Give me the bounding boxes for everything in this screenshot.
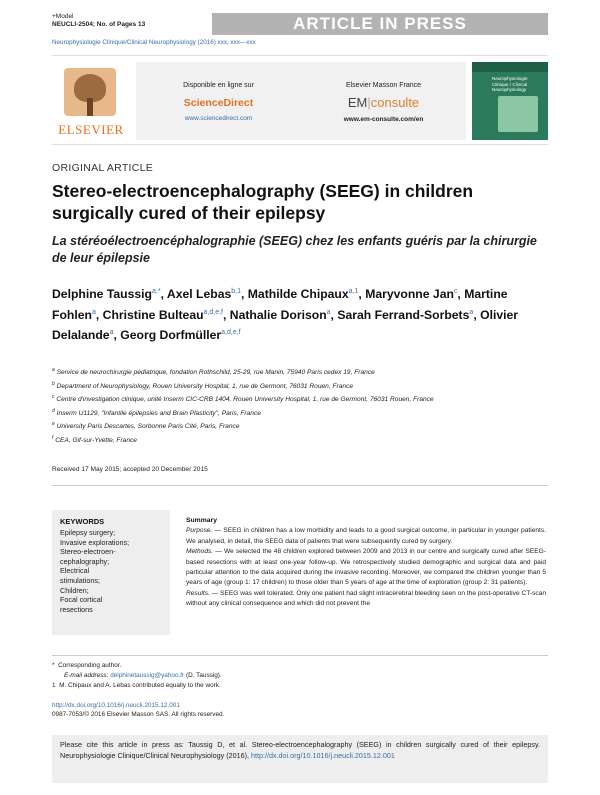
author: Christine Bulteau$^{a,d,e,f}$, [102, 307, 230, 322]
keyword-item: Electrical [60, 566, 90, 576]
manuscript-id [52, 13, 145, 29]
elsevier-logo [52, 62, 130, 140]
journal-citation-link[interactable]: Neurophysiologie Clinique/Clinical Neurophysiology (2016) xxx, xxx—xxx [52, 39, 256, 46]
keyword-item: cephalography; [60, 556, 110, 566]
elsevier-wordmark: ELSEVIER [58, 122, 124, 137]
email-note: E-mail address: delphinetaussig@yahoo.fr (D. Taussig). [64, 672, 222, 680]
author: Delphine Taussig$^{a,*}$, [52, 287, 167, 302]
id-line: NEUCLI-2504; No. of Pages 13 [52, 21, 146, 28]
received-dates: Received 17 May 2015; accepted 20 December 2015 [52, 466, 208, 473]
footnote-divider [52, 655, 548, 656]
article-in-press-banner: ARTICLE IN PRESS [212, 13, 548, 35]
keyword-item: Children; [60, 585, 89, 595]
masson-label: Elsevier Masson France [345, 82, 422, 89]
affiliation-item: $^e$ University Paris Descartes, Sorbonne Paris Cité, Paris, France [52, 421, 240, 431]
author: Martine Fohlen$^a$, [52, 287, 508, 322]
citation-text: Please cite this article in press as: Taussig D, et al. Stereo-electroencephalography (SEEG) in children surgically cured of their epilepsy. Neurophysiologie Clinique/Clinical Neurophysiology (2016), [60, 740, 540, 760]
em-logo-bar: | [367, 95, 371, 110]
affiliation-item: $^c$ Centre d'investigation clinique, unité Inserm CIC-CRB 1404, Rouen University Hospital, 1, rue de Germont, 76031 Rouen, France [52, 394, 434, 404]
affiliation-item: $^d$ Inserm U1129, "Infantile épilepsies and Brain Plasticity", Paris, France [52, 407, 261, 417]
article-type: ORIGINAL ARTICLE [52, 162, 154, 174]
sciencedirect-logo: ScienceDirect [183, 97, 254, 109]
corresponding-author-note: * Corresponding author. [52, 662, 122, 669]
keyword-item: stimulations; [60, 575, 100, 585]
divider [52, 485, 548, 486]
author: Maryvonne Jan$^c$, [365, 287, 465, 302]
author-list [52, 283, 548, 345]
keyword-item: Stereo-electroen- [60, 547, 116, 557]
author: Nathalie Dorison$^a$, [229, 307, 338, 322]
em-consulte-block [301, 62, 466, 140]
availability-panel [136, 62, 466, 140]
affiliation-item: $^b$ Department of Neurophysiology, Rouen University Hospital, 1, rue de Germont, 76031 Rouen, France [52, 380, 354, 390]
sciencedirect-block [136, 62, 301, 140]
cover-title: Neurophysiologie Clinique / Clinical Neurophysiology [492, 76, 528, 92]
author-affil-link[interactable]: c [453, 288, 458, 295]
keyword-item: Focal cortical [60, 595, 103, 605]
abstract-results: Results. — SEEG was well tolerated. Only one patient had slight intracerebral bleeding seen on the post-operative CT-scan without any clinical consequence and which did not prevent the [186, 589, 546, 608]
author-affil-link[interactable]: a [91, 308, 96, 316]
copyright: 0987-7053/© 2016 Elsevier Masson SAS. All rights reserved. [52, 710, 225, 718]
equal-contribution-note: 1 M. Chipaux and A. Lebas contributed equally to the work. [52, 682, 221, 690]
affiliation-item: $^f$ CEA, Gif-sur-Yvette, France [52, 434, 137, 445]
dispo-label: Disponible en ligne sur [183, 82, 254, 89]
affiliation-item: $^a$ Service de neurochirurgie pédiatrique, fondation Rothschild, 25-29, rue Manin, 75940 Paris cedex 19, France [52, 367, 375, 377]
model-label: +Model [52, 13, 74, 20]
footnotes [52, 661, 548, 692]
doi-block [52, 702, 548, 719]
author-affil-link[interactable]: a,d,e,f [203, 308, 224, 316]
author: Sarah Ferrand-Sorbets$^a$, [337, 307, 481, 322]
elsevier-tree-icon [64, 68, 116, 116]
em-consulte-link[interactable]: www.em-consulte.com/en [343, 116, 424, 123]
author: Georg Dorfmüller$^{a,d,e,f}$ [120, 328, 241, 343]
author: Axel Lebas$^{b,1}$, [166, 287, 248, 302]
citation-box [52, 735, 548, 783]
em-consulte-logo [301, 95, 466, 110]
keyword-item: resections [60, 604, 93, 614]
author-affil-link[interactable]: a,d,e,f [221, 329, 241, 337]
abstract-purpose: Purpose. — SEEG in children has a low morbidity and leads to a good surgical outcome, in particular in younger patients. We analysed, in detail, the SEEG data of patients that were subsequently cured by surgery. [186, 527, 546, 545]
doi-link[interactable]: http://dx.doi.org/10.1016/j.neucli.2015.12.001 [52, 702, 180, 709]
keyword-item: Epilepsy surgery; [60, 528, 116, 537]
author-affil-link[interactable]: a [326, 308, 331, 316]
author: Olivier Delalande$^a$, [52, 307, 519, 343]
article-title-french: La stéréoélectroencéphalographie (SEEG) chez les enfants guéris par la chirurgie de leur épilepsie [52, 234, 537, 265]
author-affil-link[interactable]: a,1 [348, 288, 359, 295]
top-bar [52, 13, 548, 37]
affiliations [52, 365, 548, 447]
cover-illustration [498, 96, 538, 132]
author-affil-link[interactable]: a,* [152, 288, 161, 295]
abstract-methods: Methods. — We selected the 48 children explored between 2009 and 2013 in our centre and surgically cured after SEEG-based resections with at least one-year follow-up. We retrospectively studied demographic and surgical data and paid particular attention to the data acquired during the invasive recording. Moreover, we compared the children younger than 5 years of age (group 1: 17 children) to those older than 5 years of age at the time of exploration (group 2: 31 patients). [186, 548, 546, 587]
citation-doi-link[interactable]: http://dx.doi.org/10.1016/j.neucli.2015.12.001 [250, 750, 395, 760]
author: Mathilde Chipaux$^{a,1}$, [247, 287, 366, 302]
abstract [186, 516, 546, 610]
keyword-item: Invasive explorations; [60, 537, 130, 547]
journal-cover-image [472, 62, 548, 140]
author-affil-link[interactable]: b,1 [231, 288, 241, 295]
keywords-title: KEYWORDS [60, 517, 105, 526]
abstract-title: Summary [186, 517, 217, 524]
em-logo-em: EM [347, 95, 368, 110]
em-logo-consulte: consulte [370, 95, 420, 110]
author-affil-link[interactable]: a [109, 329, 114, 337]
author-affil-link[interactable]: a [469, 308, 474, 316]
keywords-box [52, 510, 170, 635]
publisher-header [52, 55, 548, 145]
sciencedirect-link[interactable]: www.sciencedirect.com [184, 115, 253, 122]
email-link[interactable]: delphinetaussig@yahoo.fr [110, 672, 185, 680]
article-title: Stereo-electroencephalography (SEEG) in children surgically cured of their epilepsy [52, 181, 474, 223]
